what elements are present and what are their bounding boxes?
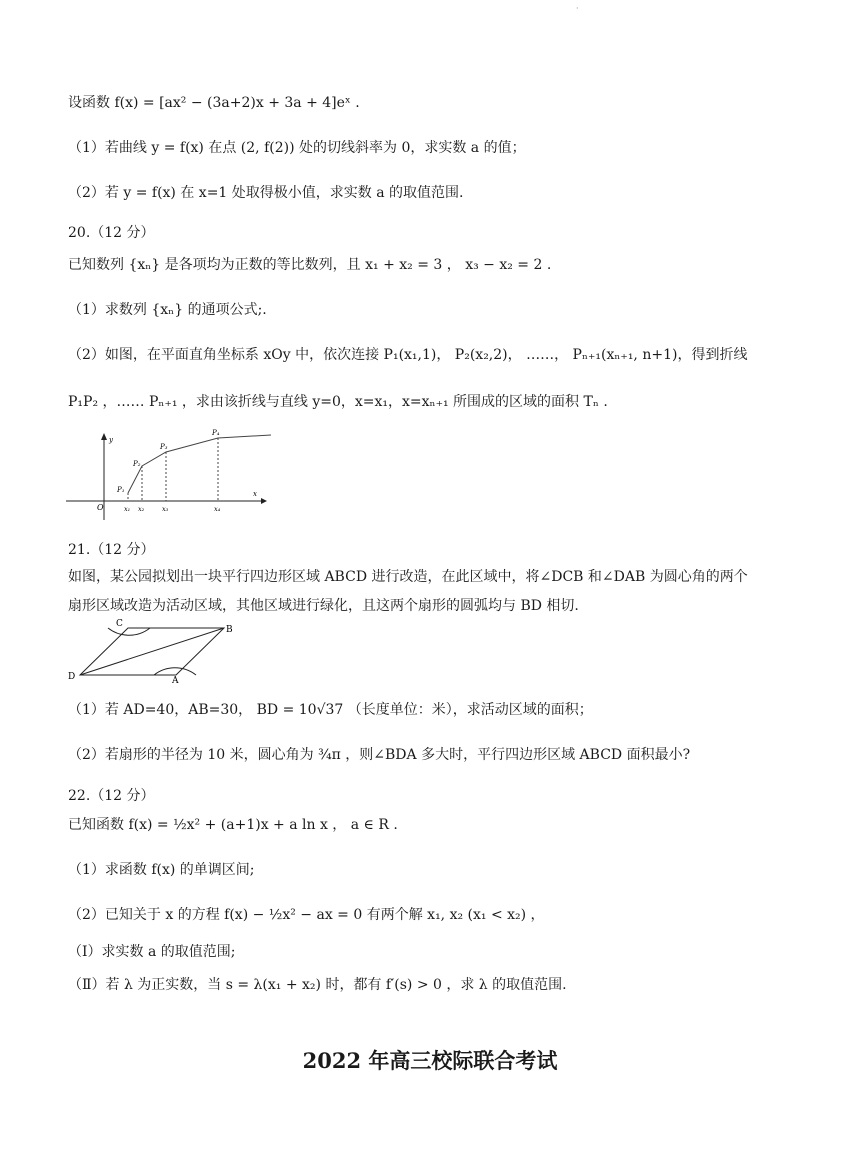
polyline bbox=[128, 435, 271, 493]
sector-arc-c bbox=[108, 628, 150, 635]
q21-intro-line1: 如图，某公园拟划出一块平行四边形区域 ABCD 进行改造，在此区域中，将∠DCB 和∠DAB 为圆心角的两个 bbox=[68, 569, 748, 585]
q21-parallelogram-figure bbox=[66, 616, 246, 684]
y-axis-arrow bbox=[101, 433, 107, 440]
tick-x4: x₄ bbox=[214, 505, 221, 513]
point-label-p4: P₄ bbox=[212, 429, 220, 437]
q19-intro: 设函数 f(x) = [ax² − (3a+2)x + 3a + 4]eˣ . bbox=[68, 95, 360, 111]
tick-x1: x₁ bbox=[124, 505, 131, 513]
x-axis-arrow bbox=[261, 498, 267, 504]
point-label-p2: P₂ bbox=[133, 460, 141, 468]
q21-heading: 21.（12 分） bbox=[68, 542, 155, 558]
q22-part1: （1）求函数 f(x) 的单调区间; bbox=[68, 862, 255, 878]
x-axis-label: x bbox=[253, 490, 257, 498]
q20-part2-line1: （2）如图，在平面直角坐标系 xOy 中，依次连接 P₁(x₁,1)， P₂(x₂,2)， ……， Pₙ₊₁(xₙ₊₁, n+1)，得到折线 bbox=[68, 347, 748, 363]
tick-x2: x₂ bbox=[138, 505, 145, 513]
q22-part2: （2）已知关于 x 的方程 f(x) − ½x² − ax = 0 有两个解 x₁, x₂ (x₁ < x₂) ， bbox=[68, 907, 545, 923]
vertex-label-b: B bbox=[226, 625, 233, 635]
q21-part2: （2）若扇形的半径为 10 米，圆心角为 ¾π ，则∠BDA 多大时，平行四边形区域 ABCD 面积最小? bbox=[68, 747, 691, 763]
q22-part2-ii: （Ⅱ）若 λ 为正实数，当 s = λ(x₁ + x₂) 时，都有 f′(s) > 0 ，求 λ 的取值范围. bbox=[68, 977, 567, 993]
header-dot: · bbox=[576, 4, 579, 13]
diagonal-bd bbox=[80, 628, 224, 675]
q22-part2-i: （Ⅰ）求实数 a 的取值范围; bbox=[68, 944, 236, 960]
q19-part1: （1）若曲线 y = f(x) 在点 (2, f(2)) 处的切线斜率为 0，求实数 a 的值； bbox=[68, 140, 526, 156]
exam-title: 2022 年高三校际联合考试 bbox=[302, 1048, 558, 1073]
q21-intro-line2: 扇形区域改造为活动区域，其他区域进行绿化，且这两个扇形的圆弧均与 BD 相切. bbox=[68, 598, 579, 614]
q21-part1: （1）若 AD=40，AB=30， BD = 10√37 （长度单位：米），求活动区域的面积； bbox=[68, 702, 593, 718]
sector-arc-a bbox=[154, 668, 196, 675]
q20-part2-line2: P₁P₂ ，…… Pₙ₊₁ ，求由该折线与直线 y=0，x=x₁，x=xₙ₊₁ 所围成的区域的面积 Tₙ . bbox=[68, 394, 608, 410]
q22-heading: 22.（12 分） bbox=[68, 788, 155, 804]
q19-part2: （2）若 y = f(x) 在 x=1 处取得极小值，求实数 a 的取值范围. bbox=[68, 185, 464, 201]
vertex-label-d: D bbox=[68, 672, 76, 682]
q20-heading: 20.（12 分） bbox=[68, 225, 155, 241]
origin-label: O bbox=[97, 503, 104, 512]
y-axis-label: y bbox=[109, 436, 113, 444]
vertex-label-c: C bbox=[116, 619, 123, 629]
q20-part1: （1）求数列 {xₙ} 的通项公式;. bbox=[68, 302, 267, 318]
q20-intro: 已知数列 {xₙ} 是各项均为正数的等比数列，且 x₁ + x₂ = 3 ， x₃ − x₂ = 2 . bbox=[68, 257, 552, 273]
q20-polyline-figure bbox=[66, 428, 276, 520]
tick-x3: x₃ bbox=[162, 505, 169, 513]
point-label-p1: P₁ bbox=[117, 486, 125, 494]
q22-intro: 已知函数 f(x) = ½x² + (a+1)x + a ln x ， a ∈ R . bbox=[68, 817, 398, 833]
point-label-p3: P₃ bbox=[160, 443, 168, 451]
vertex-label-a: A bbox=[172, 676, 179, 684]
